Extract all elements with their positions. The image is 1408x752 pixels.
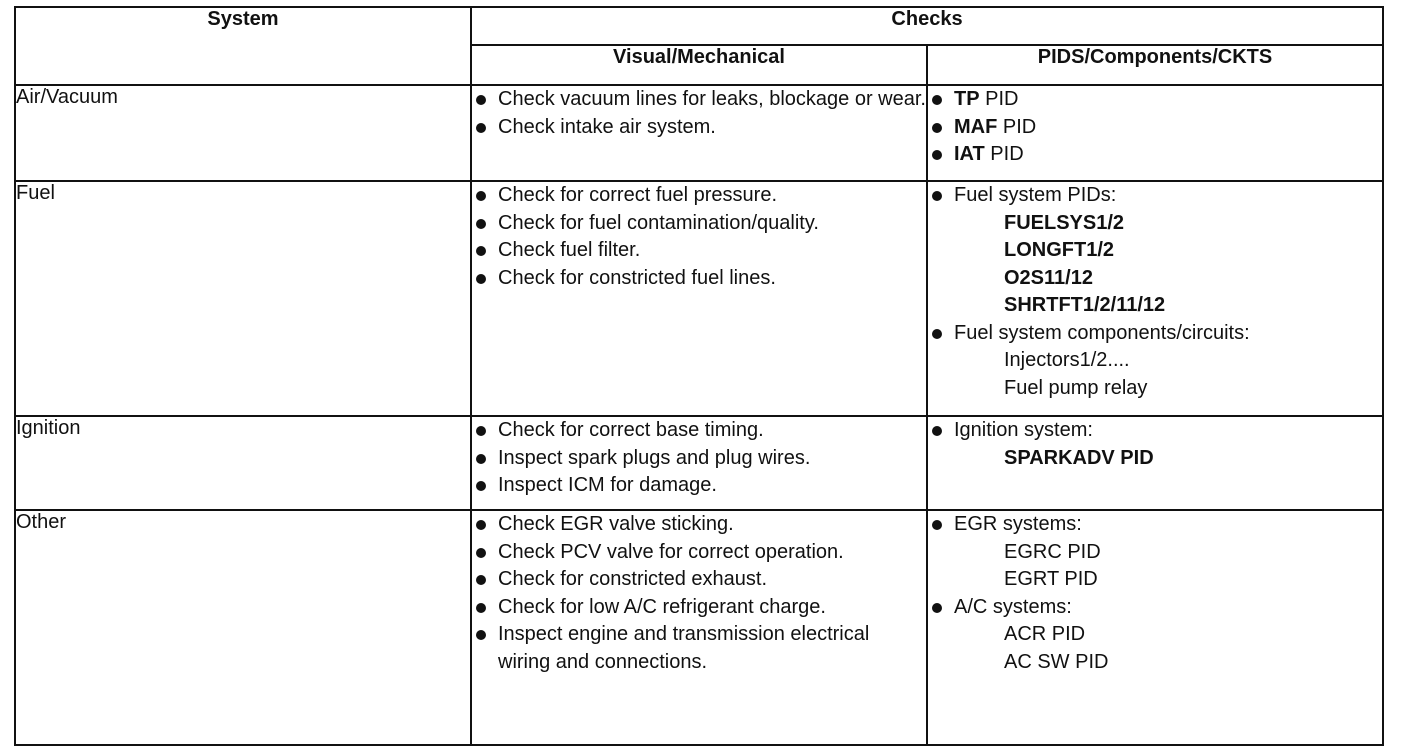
pids-cell [927, 85, 1383, 181]
table-row-ignition [15, 416, 1383, 510]
list-item: A/C systems: ACR PID AC SW PID [928, 594, 1382, 677]
list-item: Check for constricted fuel lines. [472, 265, 926, 293]
pid-name: LONGFT1/2 [1004, 239, 1115, 261]
header-checks: Checks [471, 7, 1383, 45]
pid-name: O2S11/12 [1004, 266, 1093, 289]
bullet-icon [476, 548, 486, 558]
list-item: Inspect spark plugs and plug wires. [472, 445, 926, 473]
list-item: Check for fuel contamination/quality. [472, 210, 926, 238]
header-row-top [15, 7, 1383, 45]
table-row-fuel [15, 181, 1383, 416]
bullet-icon [476, 95, 486, 105]
bullet-icon [932, 603, 942, 613]
diagnostic-checks-page [14, 6, 1382, 746]
bullet-icon [932, 95, 942, 105]
list-item: TP PID [928, 86, 1382, 114]
bullet-icon [476, 575, 486, 585]
checks-table [14, 6, 1384, 746]
bullet-icon [476, 630, 486, 640]
pids-cell [927, 416, 1383, 510]
list-item: Check for correct base timing. [472, 417, 926, 445]
list-item: Fuel system components/circuits: Injectors1/2.... Fuel pump relay [928, 320, 1382, 403]
visual-cell [471, 181, 927, 416]
bullet-icon [476, 603, 486, 613]
header-pids-components: PIDS/Components/CKTS [927, 45, 1383, 85]
bullet-icon [932, 520, 942, 530]
bullet-icon [476, 426, 486, 436]
visual-cell [471, 510, 927, 745]
header-visual-mechanical: Visual/Mechanical [471, 45, 927, 85]
bullet-icon [476, 246, 486, 256]
pid-name: ACR PID [1004, 623, 1086, 645]
bullet-icon [932, 123, 942, 133]
list-item: MAF PID [928, 114, 1382, 142]
pid-name: AC SW PID [1004, 650, 1109, 673]
bullet-icon [932, 426, 942, 436]
pid-name: FUELSYS1/2 [1004, 211, 1125, 234]
bullet-icon [476, 481, 486, 491]
component-name: Injectors1/2.... [1004, 349, 1130, 371]
list-item: Check for correct fuel pressure. [472, 182, 926, 210]
list-item: Inspect ICM for damage. [472, 472, 926, 500]
system-cell: Ignition [15, 416, 471, 510]
component-name: Fuel pump relay [1004, 376, 1148, 399]
system-cell: Fuel [15, 181, 471, 416]
bullet-icon [476, 191, 486, 201]
list-item: EGR systems: EGRC PID EGRT PID [928, 511, 1382, 594]
list-item: Check fuel filter. [472, 237, 926, 265]
visual-cell [471, 416, 927, 510]
list-item: Check EGR valve sticking. [472, 511, 926, 539]
bullet-icon [476, 123, 486, 133]
list-item: Check for constricted exhaust. [472, 566, 926, 594]
system-cell: Air/Vacuum [15, 85, 471, 181]
bullet-icon [476, 454, 486, 464]
list-item: Inspect engine and transmission electrical wiring and connections. [472, 621, 926, 676]
bullet-icon [932, 191, 942, 201]
list-item: Ignition system: SPARKADV PID [928, 417, 1382, 472]
bullet-icon [932, 150, 942, 160]
system-cell: Other [15, 510, 471, 745]
pid-name: SPARKADV PID [1004, 446, 1154, 469]
table-row-other [15, 510, 1383, 745]
bullet-icon [932, 329, 942, 339]
pid-name: SHRTFT1/2/11/12 [1004, 294, 1166, 316]
bullet-icon [476, 520, 486, 530]
list-item: Fuel system PIDs: FUELSYS1/2 LONGFT1/2 O2S11/12 SHRTFT1/2/11/12 [928, 182, 1382, 320]
pid-name: EGRT PID [1004, 568, 1098, 590]
pids-cell [927, 181, 1383, 416]
list-item: IAT PID [928, 141, 1382, 169]
bullet-icon [476, 274, 486, 284]
list-item: Check for low A/C refrigerant charge. [472, 594, 926, 622]
pids-cell [927, 510, 1383, 745]
header-system: System [15, 7, 471, 85]
list-item: Check vacuum lines for leaks, blockage or wear. [472, 86, 926, 114]
list-item: Check PCV valve for correct operation. [472, 539, 926, 567]
bullet-icon [476, 219, 486, 229]
pid-name: EGRC PID [1004, 540, 1101, 563]
table-row-air-vacuum [15, 85, 1383, 181]
visual-cell [471, 85, 927, 181]
list-item: Check intake air system. [472, 114, 926, 142]
